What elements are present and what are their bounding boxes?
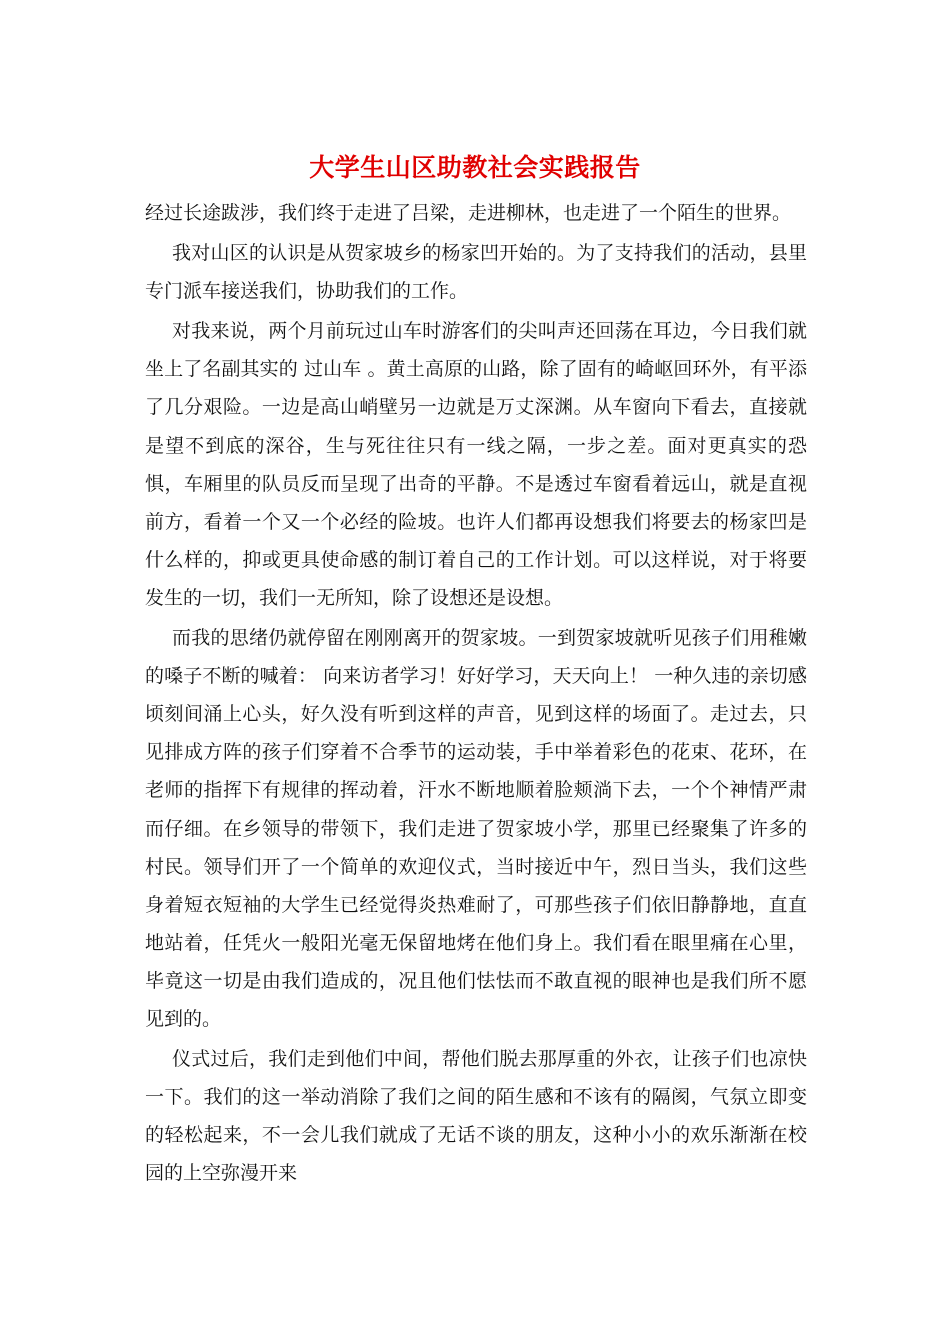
paragraph-3: 对我来说，两个月前玩过山车时游客们的尖叫声还回荡在耳边，今日我们就坐上了名副其实的 过山车 。黄土高原的山路，除了固有的崎岖回环外，有平添了几分艰险。一边是高山峭壁另一边就是万丈深渊。从车窗向下看去，直接就是望不到底的深谷，生与死往往只有一线之隔，一步之差。面对更真实的恐惧，车厢里的队员反而呈现了出奇的平静。不是透过车窗看着远山，就是直视前方，看着一个又一个必经的险坡。也许人们都再设想我们将要去的杨家凹是什么样的，抑或更具使命感的制订着自己的工作计划。可以这样说，对于将要发生的一切，我们一无所知，除了设想还是设想。 <box>145 320 807 609</box>
document-title: 大学生山区助教社会实践报告 <box>309 153 641 182</box>
paragraph-1: 经过长途跋涉，我们终于走进了吕梁，走进柳林，也走进了一个陌生的世界。 <box>145 202 792 224</box>
paragraph-4: 而我的思绪仍就停留在刚刚离开的贺家坡。一到贺家坡就听见孩子们用稚嫩的嗓子不断的喊着： 向来访者学习！好好学习，天天向上！ 一种久违的亲切感顷刻间涌上心头，好久没有听到这样的声音，见到这样的场面了。走过去，只见排成方阵的孩子们穿着不合季节的运动装，手中举着彩色的花束、花环，在老师的指挥下有规律的挥动着，汗水不断地顺着脸颊淌下去，一个个神情严肃而仔细。在乡领导的带领下，我们走进了贺家坡小学，那里已经聚集了许多的村民。领导们开了一个简单的欢迎仪式，当时接近中午，烈日当头，我们这些身着短衣短袖的大学生已经觉得炎热难耐了，可那些孩子们依旧静静地，直直地站着，任凭火一般阳光毫无保留地烤在他们身上。我们看在眼里痛在心里，毕竟这一切是由我们造成的，况且他们怯怯而不敢直视的眼神也是我们所不愿见到的。 <box>145 627 807 1030</box>
document-body <box>145 194 807 1194</box>
paragraph-5: 仪式过后，我们走到他们中间，帮他们脱去那厚重的外衣，让孩子们也凉快一下。我们的这一举动消除了我们之间的陌生感和不该有的隔阂，气氛立即变的轻松起来，不一会儿我们就成了无话不谈的朋友，这种小小的欢乐渐渐在校园的上空弥漫开来 <box>145 1048 807 1185</box>
paragraph-2: 我对山区的认识是从贺家坡乡的杨家凹开始的。为了支持我们的活动，县里专门派车接送我们，协助我们的工作。 <box>145 242 807 303</box>
